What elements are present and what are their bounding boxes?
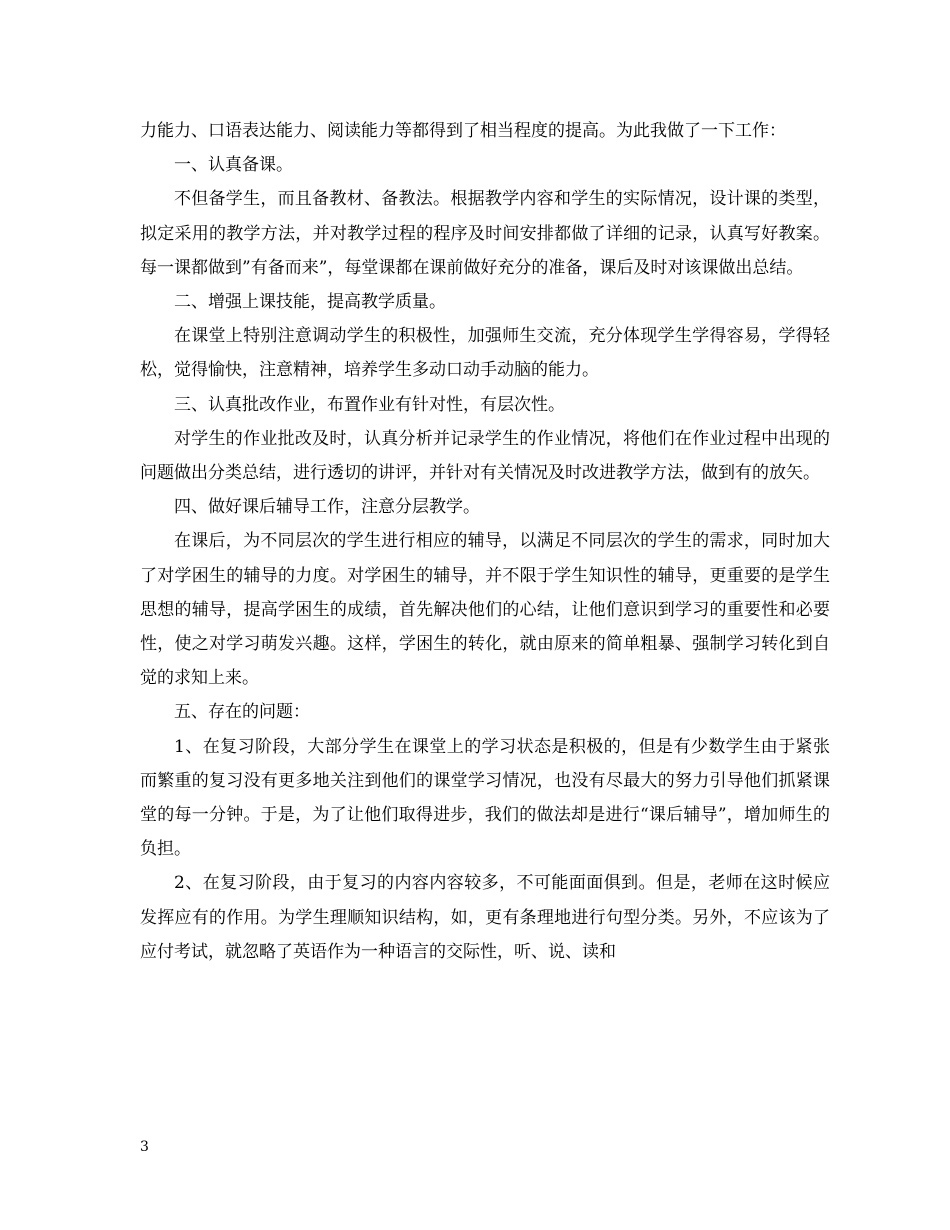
paragraph-lesson-prep: 不但备学生，而且备教材、备教法。根据教学内容和学生的实际情况，设计课的类型，拟定采用的教学方法，并对教学过程的程序及时间安排都做了详细的记录，认真写好教案。每一课都做到”有备而来”，每堂课都在课前做好充分的准备，课后及时对该课做出总结。 [140, 189, 830, 278]
section-heading-5: 五、存在的问题： [174, 702, 310, 723]
paragraph-continuation: 力能力、口语表达能力、阅读能力等都得到了相当程度的提高。为此我做了一下工作： [140, 121, 786, 141]
page-number: 3 [140, 1139, 149, 1155]
paragraph-homework: 对学生的作业批改及时，认真分析并记录学生的作业情况，将他们在作业过程中出现的问题做出分类总结，进行透切的讲评，并针对有关情况及时改进教学方法，做到有的放矢。 [140, 428, 830, 484]
paragraph-class-skills: 在课堂上特别注意调动学生的积极性，加强师生交流，充分体现学生学得容易，学得轻松，觉得愉快，注意精神，培养学生多动口动手动脑的能力。 [140, 326, 830, 381]
section-heading-2: 二、增强上课技能，提高教学质量。 [174, 292, 446, 313]
section-heading-4: 四、做好课后辅导工作，注意分层教学。 [174, 497, 480, 518]
paragraph-problem-1: 1、在复习阶段，大部分学生在课堂上的学习状态是积极的，但是有少数学生由于紧张而繁重的复习没有更多地关注到他们的课堂学习情况，也没有尽最大的努力引导他们抓紧课堂的每一分钟。于是，为了让他们取得进步，我们的做法却是进行“课后辅导”，增加师生的负担。 [140, 736, 830, 860]
section-heading-3: 三、认真批改作业，布置作业有针对性，有层次性。 [174, 394, 565, 415]
section-heading-1: 一、认真备课。 [174, 155, 293, 176]
document-body [140, 114, 830, 969]
paragraph-tutoring: 在课后，为不同层次的学生进行相应的辅导，以满足不同层次的学生的需求，同时加大了对学困生的辅导的力度。对学困生的辅导，并不限于学生知识性的辅导，更重要的是学生思想的辅导，提高学困生的成绩，首先解决他们的心结，让他们意识到学习的重要性和必要性，使之对学习萌发兴趣。这样，学困生的转化，就由原来的简单粗暴、强制学习转化到自觉的求知上来。 [140, 531, 830, 689]
paragraph-problem-2: 2、在复习阶段，由于复习的内容内容较多，不可能面面俱到。但是，老师在这时候应发挥应有的作用。为学生理顺知识结构，如，更有条理地进行句型分类。另外，不应该为了应付考试，就忽略了英语作为一种语言的交际性，听、说、读和 [140, 873, 830, 962]
